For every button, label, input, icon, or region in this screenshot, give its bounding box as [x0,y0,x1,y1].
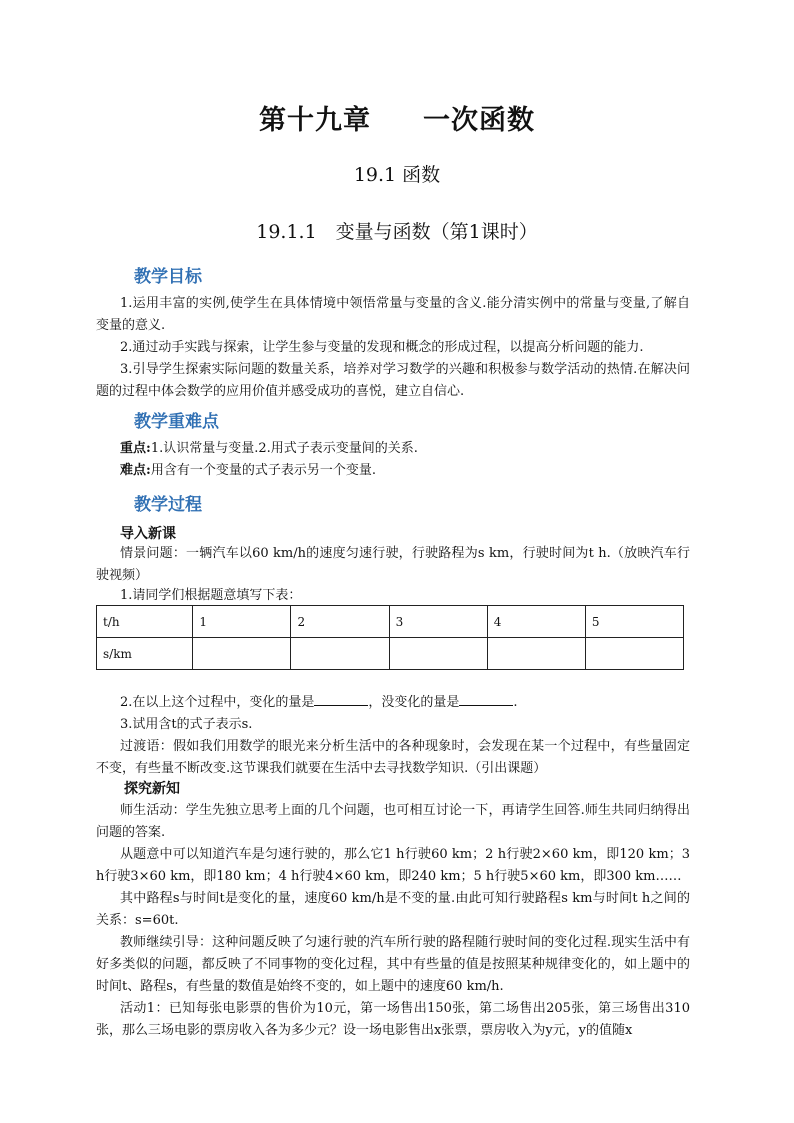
table-row [97,638,684,670]
difficult-point [120,460,690,482]
chapter-name: 一次函数 [423,105,535,136]
explore-paragraph-4: 教师继续引导：这种问题反映了匀速行驶的汽车所行驶的路程随行驶时间的变化过程.现实生活中有好多类似的问题，都反映了不同事物的变化过程，其中有些量的值是按照某种规律变化的，如上题中的时间t、路程s，有些量的数值是始终不变的，如上题中的速度60 km/h. [96,935,690,994]
explore-paragraph-3: 其中路程s与时间t是变化的量，速度60 km/h是不变的量.由此可知行驶路程s km与时间t h之间的关系：s=60t. [96,891,690,928]
difficult-label: 难点: [120,463,151,478]
chapter-title [0,98,794,137]
important-text: 1.认识常量与变量.2.用式子表示变量间的关系. [150,441,418,456]
explore-subhead: 探究新知 [124,781,180,797]
goal-2: 2.通过动手实践与探索，让学生参与变量的发现和概念的形成过程，以提高分析问题的能力. [120,340,644,355]
q2-text-b: ，没变化的量是 [368,695,460,710]
explore-paragraph-5: 活动1：已知每张电影票的售价为10元，第一场售出150张，第二场售出205张，第三场售出310张，那么三场电影的票房收入各为多少元？设一场电影售出x张票，票房收入为y元，y的值随x [96,1001,690,1038]
goal-3: 3.引导学生探索实际问题的数量关系，培养对学习数学的兴趣和积极参与数学活动的热情.在解决问题的过程中体会数学的应用价值并感受成功的喜悦，建立自信心. [96,362,690,399]
answer-blank [314,692,368,706]
goal-1: 1.运用丰富的实例,使学生在具体情境中领悟常量与变量的含义.能分清实例中的常量与变量,了解自变量的意义. [96,296,690,333]
table-cell [389,638,487,670]
difficult-text: 用含有一个变量的式子表示另一个变量. [150,463,376,478]
explore-paragraph-1: 师生活动：学生先独立思考上面的几个问题，也可相互讨论一下，再请学生回答.师生共同归纳得出问题的答案. [96,803,690,840]
answer-blank [459,692,513,706]
table-row [97,606,684,638]
subsection-title: 19.1.1 变量与函数（第1课时） [256,221,538,243]
heading-key-points: 教学重难点 [134,412,219,432]
intro-scenario: 情景问题：一辆汽车以60 km/h的速度匀速行驶，行驶路程为s km，行驶时间为t h.（放映汽车行驶视频） [96,546,690,583]
intro-question-2 [96,692,690,714]
table-cell: 4 [487,606,585,638]
time-distance-table [96,605,684,670]
heading-process: 教学过程 [134,495,202,515]
table-cell: 3 [389,606,487,638]
intro-subhead: 导入新课 [120,526,176,542]
table-cell [291,638,389,670]
explore-paragraph-2: 从题意中可以知道汽车是匀速行驶的，那么它1 h行驶60 km；2 h行驶2×60 km，即120 km；3 h行驶3×60 km，即180 km；4 h行驶4×60 km，即240 km；5 h行驶5×60 km，即300 km…… [96,847,690,884]
intro-question-1: 1.请同学们根据题意填写下表： [120,588,302,603]
q2-text-a: 2.在以上这个过程中，变化的量是 [120,695,315,710]
heading-goals: 教学目标 [134,267,202,287]
q2-text-c: . [513,695,518,710]
table-cell: s/km [97,638,193,670]
important-point [120,438,690,460]
table-cell: 2 [291,606,389,638]
table-cell [193,638,291,670]
intro-question-3: 3.试用含t的式子表示s. [120,717,253,732]
transition-text: 过渡语：假如我们用数学的眼光来分析生活中的各种现象时，会发现在某一个过程中，有些量固定不变，有些量不断改变.这节课我们就要在生活中去寻找数学知识.（引出课题） [96,739,690,776]
chapter-number: 第十九章 [259,105,371,136]
important-label: 重点: [120,441,151,456]
table-cell [487,638,585,670]
table-cell: 5 [585,606,683,638]
table-cell: 1 [193,606,291,638]
table-cell [585,638,683,670]
table-cell: t/h [97,606,193,638]
section-title: 19.1 函数 [353,164,441,186]
